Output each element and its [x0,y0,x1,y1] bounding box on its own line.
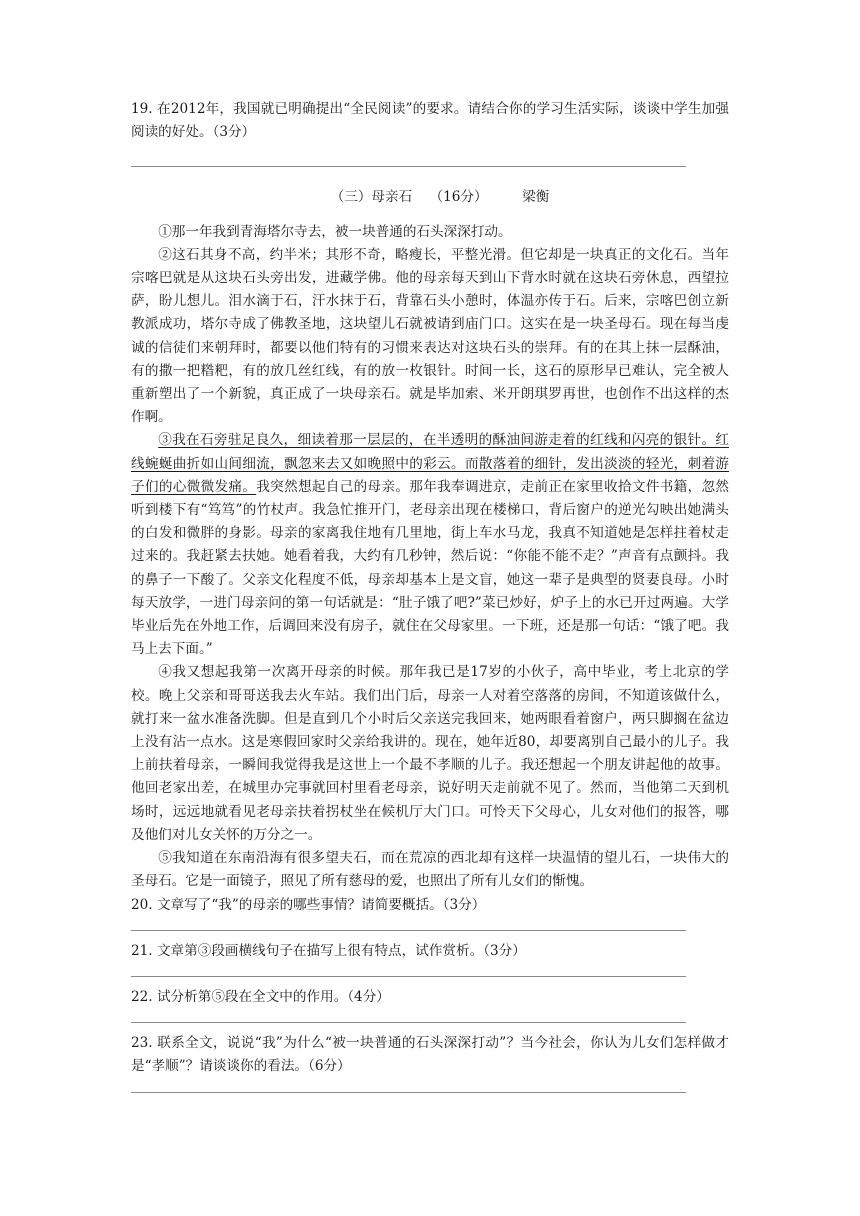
section-heading: （三）母亲石 [330,189,413,206]
paragraph-5: ⑤我知道在东南沿海有很多望夫石，而在荒凉的西北却有这样一块温情的望儿石，一块伟大的圣母石。它是一面镜子，照见了所有慈母的爱，也照出了所有儿女们的惭愧。 [131,850,729,890]
question-21: 21. 文章第③段画横线句子在描写上很有特点，试作赏析。（3分） [131,942,526,959]
question-22: 22. 试分析第⑤段在全文中的作用。（4分） [131,988,390,1005]
paragraph-3 [131,429,729,661]
question-19: 19. 在2012年，我国就已明确提出“全民阅读”的要求。请结合你的学习生活实际，谈谈中学生加强阅读的好处。（3分） [131,101,729,141]
paragraph-3-rest: 我突然想起自己的母亲。那年我奉调进京，走前正在家里收拾文件书籍，忽然听到楼下有“笃笃”的竹杖声。我急忙推开门，老母亲出现在楼梯口，背后窗户的逆光勾映出她满头的白发和微胖的身影。母亲的家离我住地有几里地，街上车水马龙，我真不知道她是怎样拄着杖走过来的。我赶紧去扶她。她看着我，大约有几秒钟，然后说：“你能不能不走？”声音有点颤抖。我的鼻子一下酸了。父亲文化程度不低，母亲却基本上是文盲，她这一辈子是典型的贤妻良母。小时每天放学，一进门母亲问的第一句话就是：“肚子饿了吧?”菜已炒好，炉子上的水已开过两遍。大学毕业后先在外地工作，后调回来没有房子，就住在父母家里。一下班，还是那一句话：“饿了吧。我马上去下面。” [131,478,730,658]
question-23: 23. 联系全文，说说“我”为什么“被一块普通的石头深深打动”？当今社会，你认为儿女们怎样做才是“孝顺”？请谈谈你的看法。（6分） [131,1035,729,1075]
section-author: 梁衡 [522,189,550,206]
question-20: 20. 文章写了“我”的母亲的哪些事情？请简要概括。（3分） [131,896,486,913]
paragraph-2: ②这石其身不高，约半米；其形不奇，略瘦长，平整光滑。但它却是一块真正的文化石。当年宗喀巴就是从这块石头旁出发，进藏学佛。他的母亲每天到山下背水时就在这块石旁休息，西望拉萨，盼儿想儿。泪水滴于石，汗水抹于石，背靠石头小憩时，体温亦传于石。后来，宗喀巴创立新教派成功，塔尔寺成了佛教圣地，这块望儿石就被请到庙门口。这实在是一块圣母石。现在每当虔诚的信徒们来朝拜时，都要以他们特有的习惯来表达对这块石头的崇拜。有的在其上抹一层酥油，有的撒一把糌粑，有的放几丝红线，有的放一枚银针。时间一长，这石的原形早已难认，完全被人重新塑出了一个新貌，真正成了一块母亲石。就是毕加索、米开朗琪罗再世，也创作不出这样的杰作啊。 [131,246,729,426]
section-title [131,186,729,209]
answer-line-23[interactable] [131,1092,686,1093]
section-score: （16分） [429,189,488,206]
exam-page [131,98,729,1093]
paragraph-4: ④我又想起我第一次离开母亲的时候。那年我已是17岁的小伙子，高中毕业，考上北京的学校。晚上父亲和哥哥送我去火车站。我们出门后，母亲一人对着空落落的房间，不知道该做什么，就打来一盆水准备洗脚。但是直到几个小时后父亲送完我回来，她两眼看着窗户，两只脚搁在盆边上没有沾一点水。这是寒假回家时父亲给我讲的。现在，她年近80，却要离别自己最小的儿子。我上前扶着母亲，一瞬间我觉得我是这世上一个最不孝顺的儿子。我还想起一个朋友讲起他的故事。他回老家出差，在城里办完事就回村里看老母亲，说好明天走前就不见了。然而，当他第二天到机场时，远远地就看见老母亲扶着拐杖坐在候机厅大门口。可怜天下父母心，儿女对他们的报答，哪及他们对儿女关怀的万分之一。 [131,664,729,843]
paragraph-1: ①那一年我到青海塔尔寺去，被一块普通的石头深深打动。 [158,223,512,240]
underlined-sentence: ③我在石旁驻足良久，细读着那一层层的，在半透明的酥油间游走着的红线和闪亮的银针。红线蜿蜒曲折如山间细流，飘忽来去又如晚照中的彩云。而散落着的细针，发出淡淡的轻光，刺着游子们的心微微发痛。 [131,432,729,495]
